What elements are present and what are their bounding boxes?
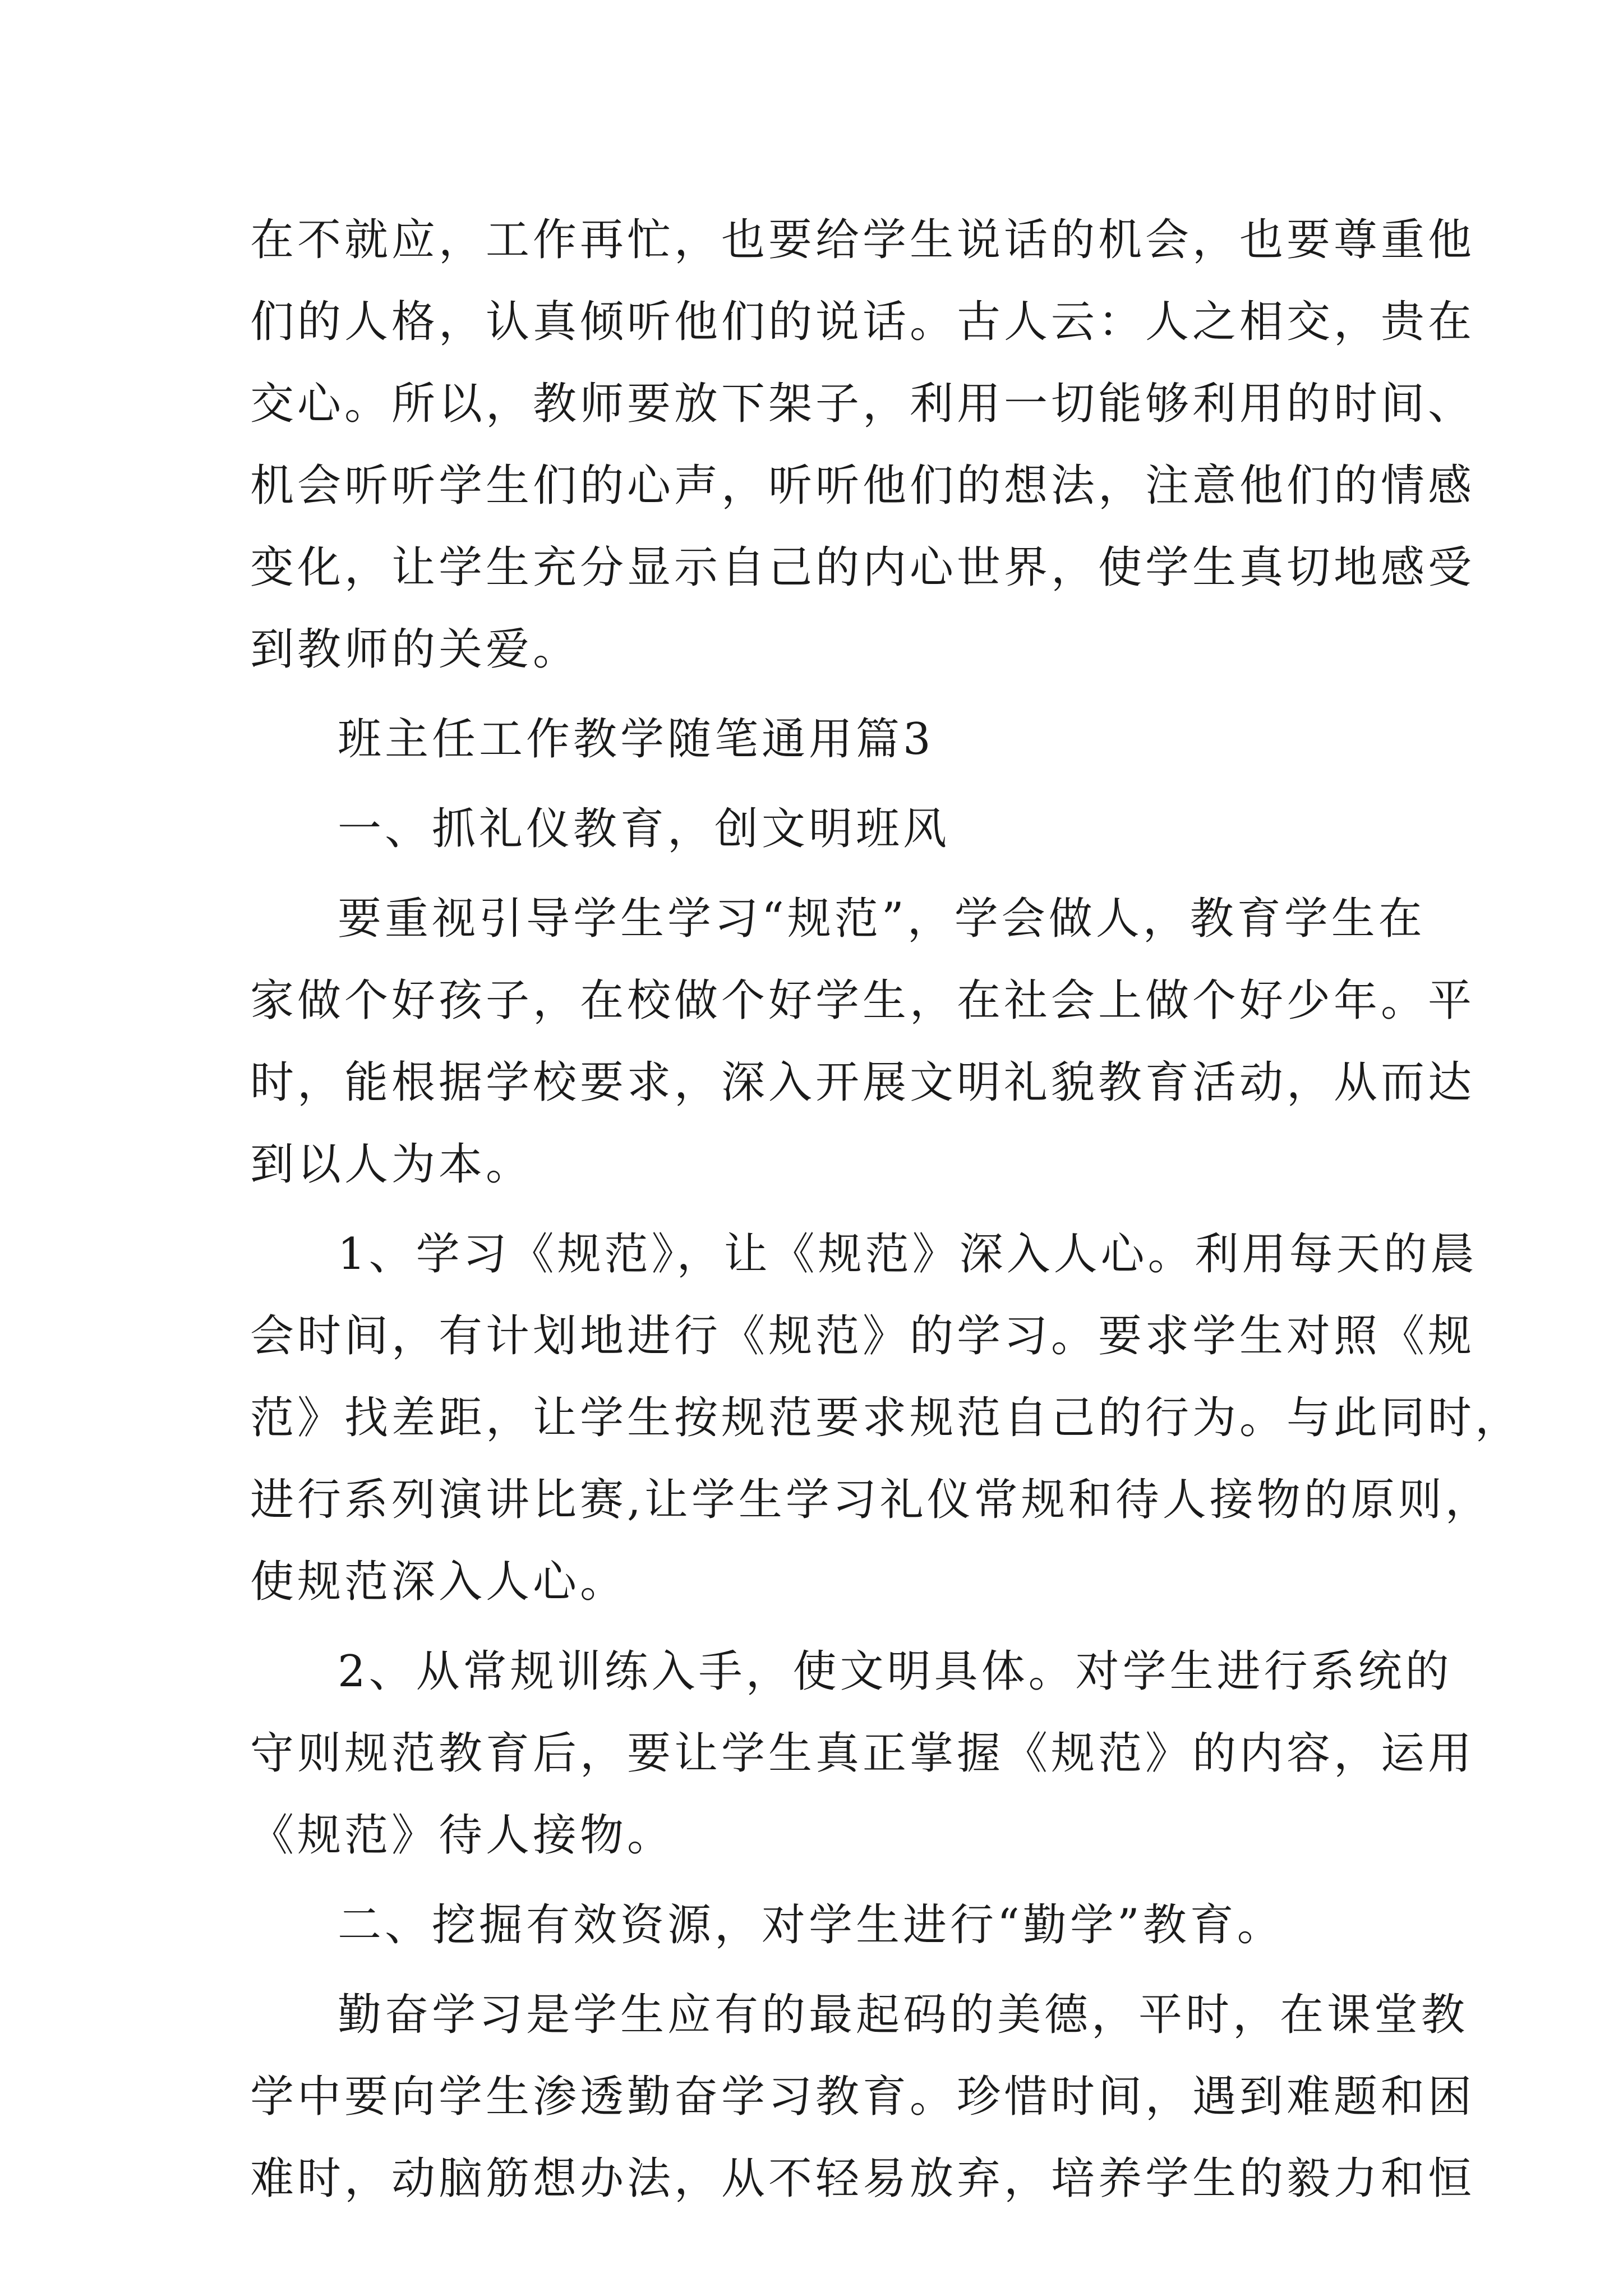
- text-line: 机会听听学生们的心声，听听他们的想法，注意他们的情感: [250, 461, 1476, 511]
- body-text: [250, 199, 1523, 2220]
- text-line: 二、挖掘有效资源，对学生进行“勤学”教育。: [338, 1900, 1284, 1950]
- text-line: 1、学习《规范》，让《规范》深入人心。利用每天的晨: [338, 1229, 1478, 1280]
- text-line: 到教师的关爱。: [250, 624, 580, 675]
- paragraph-gap: [250, 1623, 1389, 1631]
- text-line: 家做个好孩子，在校做个好学生，在社会上做个好少年。平: [250, 976, 1476, 1026]
- text-line: 交心。所以，教师要放下架子，利用一切能够利用的时间、: [250, 379, 1476, 429]
- paragraph-gap: [250, 780, 1389, 788]
- paragraph-gap: [250, 691, 1389, 698]
- text-line: 勤奋学习是学生应有的最起码的美德，平时，在课堂教: [338, 1990, 1469, 2040]
- text-line: 学中要向学生渗透勤奋学习教育。珍惜时间，遇到难题和困: [250, 2072, 1476, 2122]
- text-line: 2、从常规训练入手，使文明具体。对学生进行系统的: [338, 1646, 1453, 1697]
- text-line: 到以人为本。: [250, 1139, 533, 1190]
- text-line: 《规范》待人接物。: [250, 1810, 675, 1861]
- paragraph-gap: [250, 1876, 1389, 1884]
- text-line: 变化，让学生充分显示自己的内心世界，使学生真切地感受: [250, 542, 1476, 593]
- text-line: 守则规范教育后，要让学生真正掌握《规范》的内容，运用: [250, 1728, 1476, 1779]
- text-line: 时，能根据学校要求，深入开展文明礼貌教育活动，从而达: [250, 1057, 1476, 1108]
- text-line: 班主任工作教学随笔通用篇3: [338, 714, 934, 765]
- paragraph-gap: [250, 1205, 1389, 1213]
- text-line: 在不就应，工作再忙，也要给学生说话的机会，也要尊重他: [250, 215, 1476, 265]
- paragraph-gap: [250, 1966, 1389, 1974]
- text-line: 使规范深入人心。: [250, 1557, 628, 1607]
- text-line: 进行系列演讲比赛,让学生学习礼仪常规和待人接物的原则，: [250, 1475, 1492, 1525]
- text-line: 难时，动脑筋想办法，从不轻易放弃，培养学生的毅力和恒: [250, 2154, 1476, 2204]
- text-line: 要重视引导学生学习“规范”，学会做人，教育学生在: [338, 894, 1426, 944]
- text-line: 范》找差距，让学生按规范要求规范自己的行为。与此同时，: [250, 1393, 1523, 1443]
- paragraph-gap: [250, 870, 1389, 878]
- text-line: 们的人格，认真倾听他们的说话。古人云：人之相交，贵在: [250, 297, 1476, 347]
- text-line: 会时间，有计划地进行《规范》的学习。要求学生对照《规: [250, 1311, 1476, 1361]
- text-line: 一、抓礼仪教育，创文明班风: [338, 804, 951, 854]
